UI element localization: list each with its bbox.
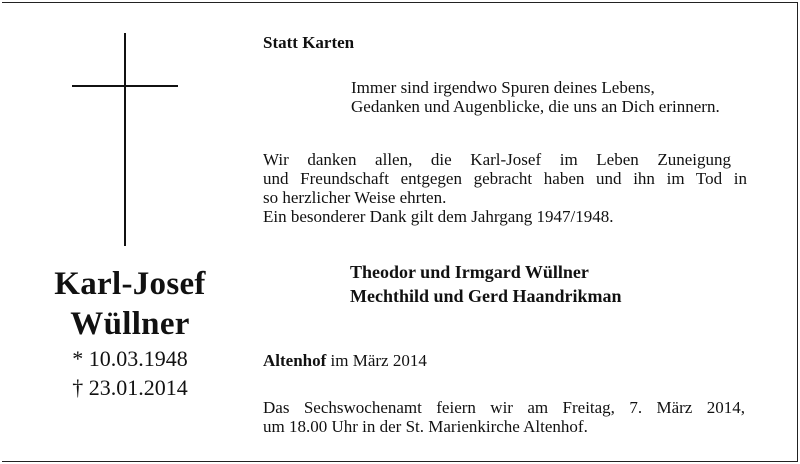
signer-line: Theodor und Irmgard Wüllner — [350, 262, 589, 282]
signer-line: Mechthild und Gerd Haandrikman — [350, 286, 622, 306]
thanks-line: Ein besonderer Dank gilt dem Jahrgang 1947/1948. — [263, 207, 614, 226]
thanks-line: und Freundschaft entgegen gebracht haben und ihn im Tod in — [263, 169, 747, 188]
place-date: im März 2014 — [326, 351, 427, 370]
thanks-line: Wir danken allen, die Karl-Josef im Leben Zuneigung — [263, 150, 731, 169]
death-date: † 23.01.2014 — [72, 375, 188, 400]
signers — [350, 260, 622, 308]
deceased-first-name: Karl-Josef — [54, 266, 206, 302]
deceased-last-name: Wüllner — [70, 306, 190, 342]
service-announcement — [263, 398, 745, 436]
place-name: Altenhof — [263, 351, 327, 370]
service-line: um 18.00 Uhr in der St. Marienkirche Altenhof. — [263, 417, 588, 436]
place-and-date — [263, 351, 427, 370]
cross-vertical-bar — [124, 33, 126, 246]
thanks-line: so herzlicher Weise ehrten. — [263, 188, 447, 207]
quote-line: Gedanken und Augenblicke, die uns an Dich erinnern. — [351, 97, 720, 116]
service-line: Das Sechswochenamt feiern wir am Freitag, 7. März 2014, — [263, 398, 745, 417]
notice-heading: Statt Karten — [263, 33, 355, 52]
birth-date: * 10.03.1948 — [72, 346, 188, 371]
quote-line: Immer sind irgendwo Spuren deines Lebens, — [351, 78, 655, 97]
cross-horizontal-bar — [72, 85, 178, 87]
thanks-paragraph — [263, 150, 747, 226]
memorial-quote — [351, 78, 720, 116]
